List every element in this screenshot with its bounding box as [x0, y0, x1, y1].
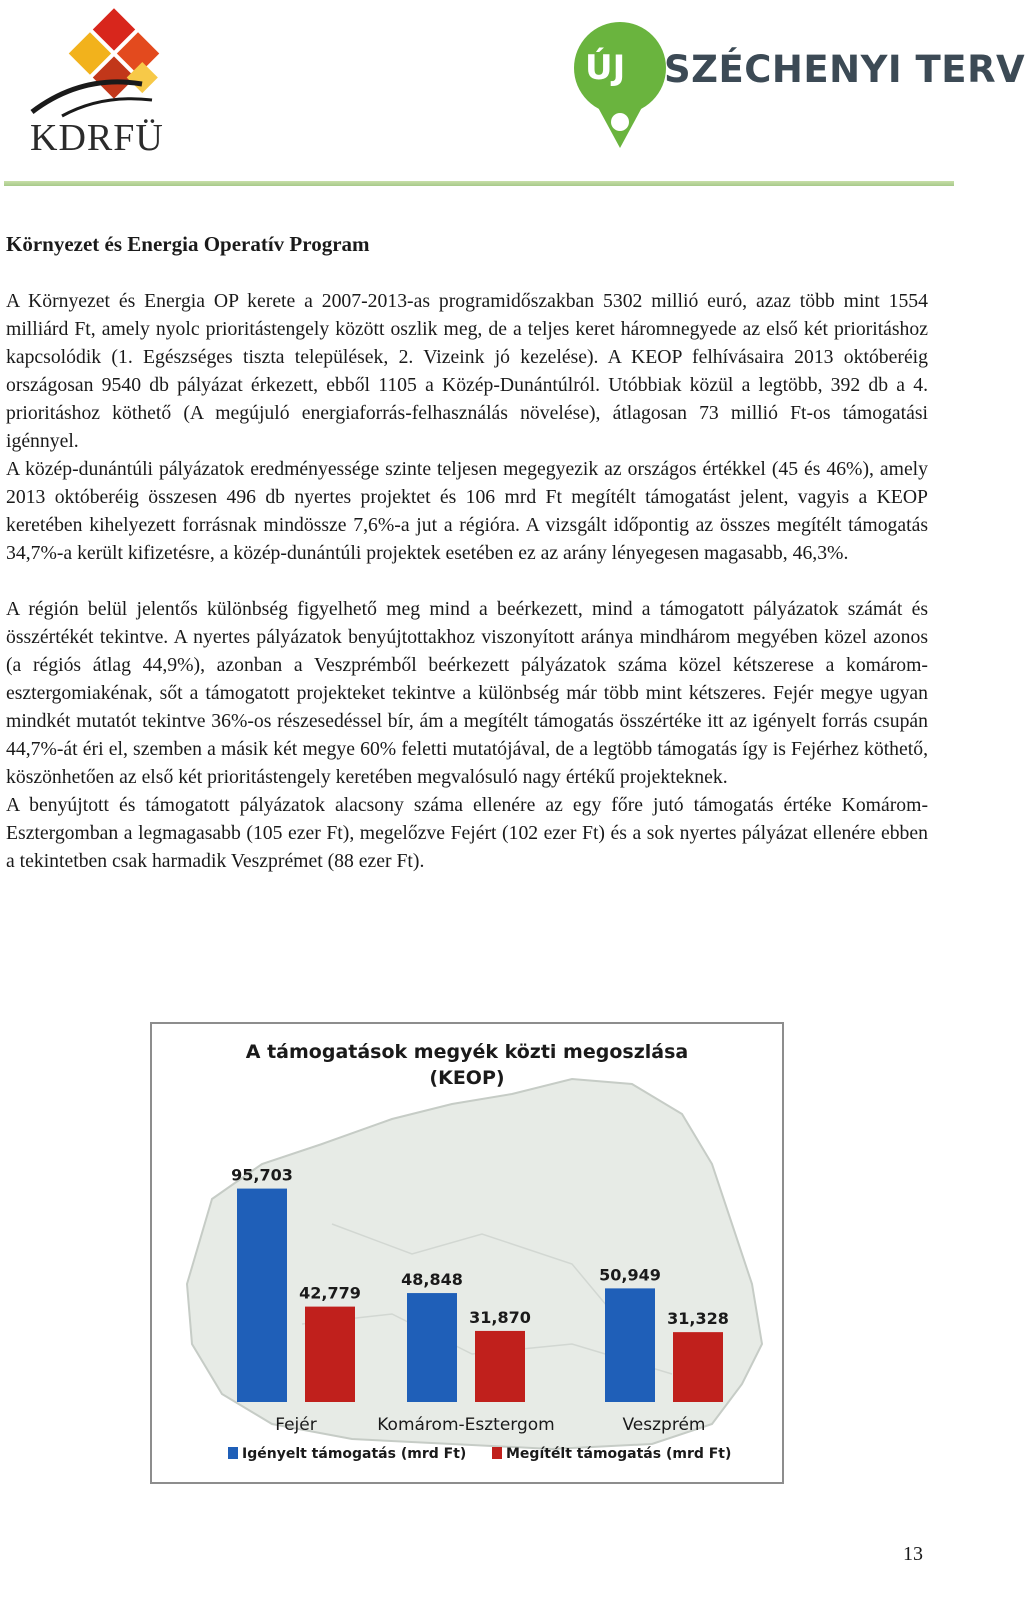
legend-swatch-awarded [492, 1447, 502, 1459]
data-label-requested-2: 48,848 [401, 1270, 463, 1290]
data-label-awarded-3: 31,328 [667, 1309, 729, 1329]
chart-subtitle: (KEOP) [429, 1067, 505, 1089]
bar-requested-1 [237, 1189, 287, 1402]
chart-title: A támogatások megyék közti megoszlása [245, 1041, 689, 1063]
category-label-2: Komárom-Esztergom [377, 1415, 555, 1435]
paragraph-3: A régión belül jelentős különbség figyelhető meg mind a beérkezett, mind a támogatott pályázatok számát és összértékét tekintve. A nyertes pályázatok benyújtottakhoz viszonyított aránya mindhárom megyében közel azonos (a régiós átlag 44,9%), azonban a Veszprémből beérkezett pályázatok száma közel kétszerese a komárom-esztergomiakénak, sőt a támogatott projekteket tekintve a különbség már több mint kétszeres. Fejér megye ugyan mindkét mutatót tekintve 36%-os részesedéssel bír, ám a megítélt támogatás összértéke itt az igényelt forrás csupán 44,7%-át éri el, szemben a másik két megye 60% feletti mutatójával, de a legtöbb támogatás így is Fejérhez köthető, köszönhetően az első két prioritástengely keretében megvalósuló nagy értékű projekteknek. [6, 598, 928, 788]
szechenyi-terv-logo-text: SZÉCHENYI TERV [664, 48, 1025, 91]
chart-canvas [152, 1024, 782, 1482]
bar-awarded-2 [475, 1331, 525, 1402]
page-number: 13 [903, 1543, 923, 1565]
bar-awarded-1 [305, 1307, 355, 1402]
data-label-awarded-2: 31,870 [469, 1307, 531, 1327]
document-title: Környezet és Energia Operatív Program [6, 232, 370, 256]
page-header [0, 0, 1025, 190]
paragraph-2: A közép-dunántúli pályázatok eredményessége szinte teljesen megegyezik az országos értékkel (45 és 46%), amely 2013 októberéig összesen 496 db nyertes projektet és 106 mrd Ft megítélt támogatást jelent, vagyis a KEOP keretében kihelyezett forrásnak mindössze 7,6%-a jut a régióra. A vizsgált időpontig az összes megítélt támogatás 34,7%-a került kifizetésre, a közép-dunántúli projektek esetében ez az arány lényegesen magasabb, 46,3%. [6, 458, 928, 564]
uj-logo-mark: ÚJ [585, 48, 626, 88]
kdrfu-logo-text: KDRFÜ [30, 117, 164, 159]
bar-awarded-3 [673, 1332, 723, 1402]
data-label-awarded-1: 42,779 [299, 1283, 361, 1303]
bar-requested-2 [407, 1293, 457, 1402]
subsidy-distribution-chart [150, 1022, 784, 1484]
header-divider [4, 181, 954, 186]
legend-label-awarded: Megítélt támogatás (mrd Ft) [506, 1446, 732, 1462]
legend-label-requested: Igényelt támogatás (mrd Ft) [242, 1446, 467, 1462]
bar-requested-3 [605, 1288, 655, 1402]
category-label-1: Fejér [275, 1415, 317, 1435]
paragraph-4: A benyújtott és támogatott pályázatok alacsony száma ellenére az egy főre jutó támogatás értéke Komárom-Esztergomban a legmagasabb (105 ezer Ft), megelőzve Fejért (102 ezer Ft) és a sok nyertes pályázat ellenére ebben a tekintetben csak harmadik Veszprémet (88 ezer Ft). [6, 794, 928, 872]
legend-swatch-requested [228, 1447, 238, 1459]
category-label-3: Veszprém [622, 1415, 706, 1435]
document-body [6, 232, 928, 875]
data-label-requested-1: 95,703 [231, 1165, 293, 1185]
data-label-requested-3: 50,949 [599, 1265, 661, 1285]
paragraph-1: A Környezet és Energia OP kerete a 2007-2013-as programidőszakban 5302 millió euró, azaz több mint 1554 milliárd Ft, amely nyolc prioritástengely között oszlik meg, de a teljes keret háromnegyede az első két prioritáshoz kapcsolódik (1. Egészséges tiszta települések, 2. Vizeink jó kezelése). A KEOP felhívásaira 2013 októberéig országosan 9540 db pályázat érkezett, ebből 1105 a Közép-Dunántúlról. Utóbbiak közül a legtöbb, 392 db a 4. prioritáshoz köthető (A megújuló energiaforrás-felhasználás növelése), átlagosan 73 millió Ft-os támogatási igénnyel. [6, 290, 928, 452]
